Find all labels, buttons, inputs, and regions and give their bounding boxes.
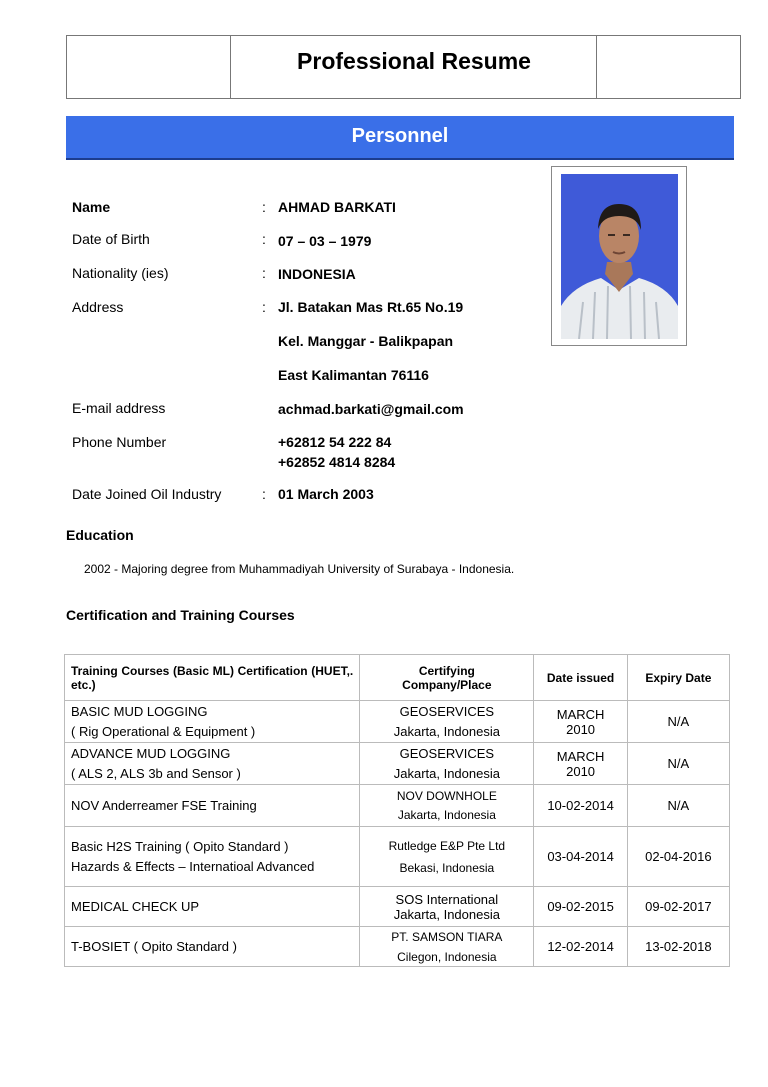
expiry-cell: 09-02-2017 xyxy=(627,887,729,927)
company-place: Jakarta, Indonesia xyxy=(393,724,500,739)
training-table xyxy=(64,654,730,967)
expiry-cell: 02-04-2016 xyxy=(627,827,729,887)
colon: : xyxy=(262,199,266,215)
phone-label: Phone Number xyxy=(72,434,167,450)
nationality-value: INDONESIA xyxy=(278,266,356,282)
company-place: Cilegon, Indonesia xyxy=(397,949,497,964)
company-cell xyxy=(360,927,534,967)
company-cell xyxy=(360,701,534,743)
profile-photo-frame xyxy=(551,166,687,346)
company-name: NOV DOWNHOLE xyxy=(396,789,497,803)
table-row xyxy=(65,785,730,827)
header-course: Training Courses (Basic ML) Certification (HUET,. etc.) xyxy=(65,655,360,701)
issued-cell xyxy=(534,701,627,743)
address-label: Address xyxy=(72,299,124,315)
joined-label: Date Joined Oil Industry xyxy=(72,486,222,502)
course-cell: T-BOSIET ( Opito Standard ) xyxy=(65,927,360,967)
address-line-2: Kel. Manggar - Balikpapan xyxy=(278,333,454,349)
course-cell xyxy=(65,827,360,887)
company-place: Bekasi, Indonesia xyxy=(399,860,495,875)
company-cell xyxy=(360,827,534,887)
table-row xyxy=(65,927,730,967)
email-label: E-mail address xyxy=(72,400,166,416)
table-header-row xyxy=(65,655,730,701)
course-cell xyxy=(65,701,360,743)
email-value: achmad.barkati@gmail.com xyxy=(278,401,464,417)
issued-cell: 12-02-2014 xyxy=(534,927,627,967)
page-title: Professional Resume xyxy=(297,48,531,74)
personnel-heading: Personnel xyxy=(351,125,449,147)
expiry-cell: 13-02-2018 xyxy=(627,927,729,967)
person-portrait-icon xyxy=(561,174,678,339)
education-entry: 2002 - Majoring degree from Muhammadiyah University of Surabaya - Indonesia. xyxy=(84,562,515,576)
company-cell xyxy=(360,743,534,785)
table-row xyxy=(65,701,730,743)
table-row xyxy=(65,887,730,927)
header-company: Certifying Company/Place xyxy=(360,655,534,701)
company-cell xyxy=(360,785,534,827)
course-title: Basic H2S Training ( Opito Standard ) xyxy=(71,839,289,854)
company-name: GEOSERVICES xyxy=(399,746,495,761)
company-name: Rutledge E&P Pte Ltd xyxy=(388,838,506,853)
joined-value: 01 March 2003 xyxy=(278,486,374,502)
issued-year: 2010 xyxy=(566,763,596,779)
table-row xyxy=(65,743,730,785)
profile-photo xyxy=(561,174,678,339)
address-line-1: Jl. Batakan Mas Rt.65 No.19 xyxy=(278,299,464,315)
issued-cell: 10-02-2014 xyxy=(534,785,627,827)
issued-month: MARCH xyxy=(556,748,605,764)
issued-year: 2010 xyxy=(566,721,596,737)
course-subtitle: Hazards & Effects – Internatioal Advanced xyxy=(71,859,315,874)
course-title: ADVANCE MUD LOGGING xyxy=(71,746,231,761)
education-heading: Education xyxy=(66,527,134,543)
address-line-3: East Kalimantan 76116 xyxy=(278,367,429,383)
title-box xyxy=(66,35,741,99)
personnel-banner xyxy=(66,116,734,158)
issued-cell: 09-02-2015 xyxy=(534,887,627,927)
issued-cell: 03-04-2014 xyxy=(534,827,627,887)
colon: : xyxy=(262,486,266,502)
name-value: AHMAD BARKATI xyxy=(278,199,396,215)
course-subtitle: ( Rig Operational & Equipment ) xyxy=(71,724,256,739)
company-cell xyxy=(360,887,534,927)
dob-label: Date of Birth xyxy=(72,231,150,247)
phone-line-2: +62852 4814 8284 xyxy=(278,454,396,470)
company-name: GEOSERVICES xyxy=(399,704,495,719)
company-name: SOS International xyxy=(395,891,499,907)
nationality-label: Nationality (ies) xyxy=(72,265,169,281)
header-expiry: Expiry Date xyxy=(627,655,729,701)
header-issued: Date issued xyxy=(534,655,627,701)
table-row xyxy=(65,827,730,887)
course-cell: MEDICAL CHECK UP xyxy=(65,887,360,927)
phone-line-1: +62812 54 222 84 xyxy=(278,434,392,450)
company-place: Jakarta, Indonesia xyxy=(393,906,500,922)
course-subtitle: ( ALS 2, ALS 3b and Sensor ) xyxy=(71,766,241,781)
expiry-cell: N/A xyxy=(627,743,729,785)
company-name: PT. SAMSON TIARA xyxy=(391,929,503,944)
colon: : xyxy=(262,265,266,281)
expiry-cell: N/A xyxy=(627,701,729,743)
course-cell: NOV Anderreamer FSE Training xyxy=(65,785,360,827)
colon: : xyxy=(262,231,266,247)
name-label: Name xyxy=(72,199,111,215)
expiry-cell: N/A xyxy=(627,785,729,827)
issued-cell xyxy=(534,743,627,785)
issued-month: MARCH xyxy=(556,706,605,722)
training-heading: Certification and Training Courses xyxy=(66,607,295,623)
company-place: Jakarta, Indonesia xyxy=(397,808,496,822)
company-place: Jakarta, Indonesia xyxy=(393,766,500,781)
colon: : xyxy=(262,299,266,315)
course-cell xyxy=(65,743,360,785)
course-title: BASIC MUD LOGGING xyxy=(71,704,208,719)
dob-value: 07 – 03 – 1979 xyxy=(278,233,372,249)
